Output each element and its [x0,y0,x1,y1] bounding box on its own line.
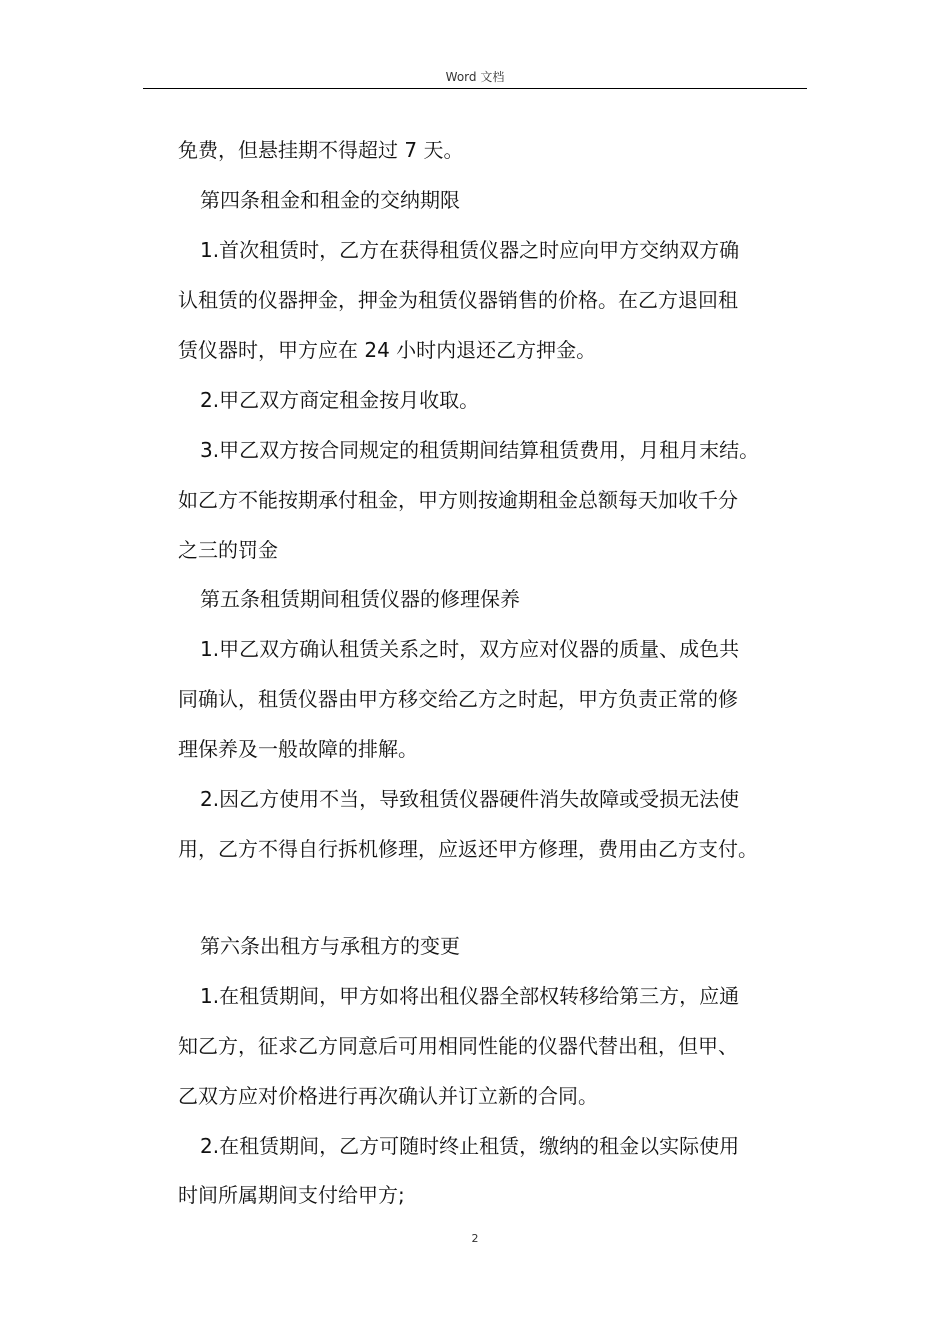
paragraph-line: 1.首次租赁时，乙方在获得租赁仪器之时应向甲方交纳双方确 [200,238,740,262]
paragraph-line: 1.甲乙双方确认租赁关系之时，双方应对仪器的质量、成色共 [200,637,740,661]
header-divider [143,88,807,89]
paragraph-line: 2.因乙方使用不当，导致租赁仪器硬件消失故障或受损无法使 [200,787,740,811]
paragraph-line: 2.甲乙双方商定租金按月收取。 [200,388,480,412]
paragraph-line: 认租赁的仪器押金，押金为租赁仪器销售的价格。在乙方退回租 [178,288,738,312]
section-heading: 第五条租赁期间租赁仪器的修理保养 [200,587,520,611]
paragraph-line: 赁仪器时，甲方应在 24 小时内退还乙方押金。 [178,338,597,362]
paragraph-line: 1.在租赁期间，甲方如将出租仪器全部权转移给第三方，应通 [200,984,740,1008]
section-heading: 第四条租金和租金的交纳期限 [200,188,460,212]
paragraph-line: 如乙方不能按期承付租金，甲方则按逾期租金总额每天加收千分 [178,488,738,512]
paragraph-line: 用，乙方不得自行拆机修理，应返还甲方修理，费用由乙方支付。 [178,837,758,861]
paragraph-line: 乙双方应对价格进行再次确认并订立新的合同。 [178,1084,598,1108]
paragraph-line: 理保养及一般故障的排解。 [178,737,418,761]
paragraph-line: 同确认，租赁仪器由甲方移交给乙方之时起，甲方负责正常的修 [178,687,738,711]
page-number: 2 [471,1232,479,1245]
paragraph-line: 知乙方，征求乙方同意后可用相同性能的仪器代替出租，但甲、 [178,1034,738,1058]
paragraph-line: 免费，但悬挂期不得超过 7 天。 [178,138,464,162]
page-header-title: Word 文档 [445,70,505,84]
section-heading: 第六条出租方与承租方的变更 [200,934,460,958]
paragraph-line: 时间所属期间支付给甲方; [178,1183,405,1207]
paragraph-line: 3.甲乙双方按合同规定的租赁期间结算租赁费用，月租月末结。 [200,438,760,462]
paragraph-line: 之三的罚金 [178,538,278,562]
paragraph-line: 2.在租赁期间，乙方可随时终止租赁，缴纳的租金以实际使用 [200,1134,740,1158]
